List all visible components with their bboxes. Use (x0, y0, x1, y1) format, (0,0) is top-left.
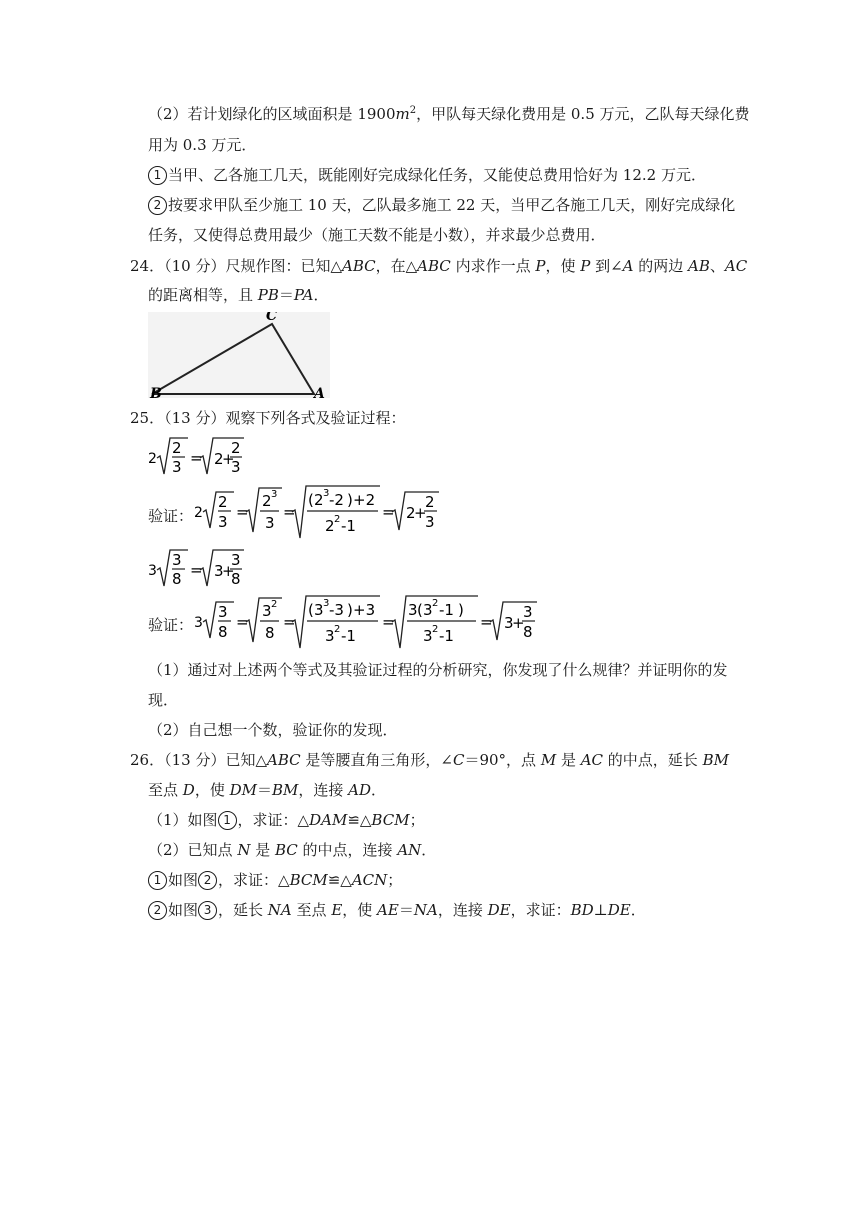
q26-var: BCM (289, 871, 328, 889)
q26-var: BD (570, 901, 594, 919)
term: -1 (439, 627, 454, 645)
q26-text: ，求证：△ (237, 811, 310, 829)
q26-text: 的中点，连接 (297, 841, 398, 859)
q26-text: ≌△ (327, 871, 352, 889)
q26-var: C (452, 751, 465, 769)
q26-sub1 (148, 870, 402, 890)
equals: = (190, 449, 203, 467)
q26-text: ≌△ (347, 811, 372, 829)
q26-text: ，使 (342, 901, 378, 919)
term: -1 (341, 517, 356, 535)
q26-text: ＝ (398, 901, 414, 919)
q26-text: 是 (250, 841, 275, 859)
den: 3 (265, 514, 275, 532)
equals: = (382, 613, 395, 631)
q24-var: PB (257, 286, 279, 304)
rparen: ) (458, 601, 464, 619)
q26-var: BM (702, 751, 729, 769)
q23-part2-prefix: （2）若计划绿化的区域面积是 1900 (148, 105, 396, 123)
q23-part2-line1 (148, 104, 750, 124)
q25-part2: （2）自己想一个数，验证你的发现． (148, 721, 398, 739)
q26-var: BM (272, 781, 299, 799)
num: 3 (172, 551, 182, 569)
base: 2 (262, 492, 272, 510)
coef: 2 (194, 505, 203, 521)
triangle-svg (148, 312, 330, 398)
term: 3 (504, 614, 514, 632)
rparen: ) (347, 491, 353, 509)
q23-unit-exponent: 2 (409, 105, 417, 116)
lparen: ( (308, 491, 314, 509)
q24-var: ABC (417, 257, 451, 275)
q26-text: 至点 (148, 781, 183, 799)
q26-text: ，连接 (437, 901, 488, 919)
den: 3 (425, 513, 435, 531)
q26-text: ； (409, 811, 425, 829)
q26-text: 的中点，延长 (603, 751, 703, 769)
q26-text: 是等腰直角三角形，∠ (300, 751, 453, 769)
base: 3 (325, 627, 335, 645)
coef: 3 (148, 563, 157, 579)
q26-var: NA (413, 901, 438, 919)
q23-sub2-line2: 任务，又使得总费用最少（施工天数不能是小数），并求最少总费用． (148, 226, 606, 244)
q24-text: 到∠ (590, 257, 623, 275)
q26-text: （1）如图 (148, 811, 218, 829)
q24-var: AC (724, 257, 748, 275)
q25-intro (130, 408, 405, 428)
term: +2 (353, 491, 376, 509)
plus: + (414, 504, 427, 522)
equals: = (283, 613, 296, 631)
circled-figure-3: 3 (198, 901, 217, 920)
q26-text: ． (371, 781, 387, 799)
den: 8 (523, 623, 533, 641)
q26-text: ，使 (194, 781, 230, 799)
equation-2 (148, 548, 258, 596)
verification-2 (194, 594, 544, 654)
q25-intro-text: （13 分）观察下列各式及验证过程： (164, 409, 406, 427)
q26-text: ＝90°，点 (464, 751, 541, 769)
q24-text: ． (313, 286, 329, 304)
rparen: ) (347, 601, 353, 619)
q26-line1 (130, 750, 729, 770)
q26-var: ACN (351, 871, 388, 889)
equals: = (236, 613, 249, 631)
q26-var: BCM (371, 811, 410, 829)
label-b: B (150, 386, 162, 398)
term: 2 (406, 504, 416, 522)
q24-var: P (580, 257, 591, 275)
q24-text: ，在△ (375, 257, 418, 275)
q26-var: DE (607, 901, 631, 919)
exp: 3 (271, 489, 278, 500)
num: 2 (218, 493, 228, 511)
q26-text: 是 (556, 751, 581, 769)
q26-text: 如图 (168, 901, 199, 919)
q24-number: 24． (130, 257, 165, 275)
num: 3 (523, 603, 533, 621)
exp: 2 (271, 599, 278, 610)
q26-var: AN (397, 841, 422, 859)
triangle-abc (152, 324, 314, 394)
q23-part2-line2: 用为 0.3 万元． (148, 136, 257, 154)
lparen: ( (417, 601, 423, 619)
num: 2 (231, 439, 241, 457)
q26-text: ，延长 (218, 901, 268, 919)
q26-var: AE (377, 901, 399, 919)
exp: 2 (334, 624, 341, 635)
q26-line2 (148, 780, 386, 800)
q26-var: ABC (267, 751, 301, 769)
lparen: ( (308, 601, 314, 619)
q26-sub2 (148, 900, 646, 920)
plus: + (222, 450, 235, 468)
den: 3 (231, 458, 241, 476)
triangle-figure (148, 312, 330, 398)
circled-number-2: 2 (148, 901, 167, 920)
q26-var: D (182, 781, 195, 799)
q24-var: P (535, 257, 546, 275)
q24-var: ABC (342, 257, 376, 275)
q26-var: AC (580, 751, 604, 769)
q25-part1-line2: 现． (148, 691, 179, 709)
den: 8 (231, 570, 241, 588)
q24-text: 的两边 (633, 257, 689, 275)
q26-text: ，求证：△ (218, 871, 290, 889)
coef: 2 (148, 451, 157, 467)
term: 2 (214, 450, 224, 468)
exp: 2 (334, 514, 341, 525)
q26-var: DM (229, 781, 257, 799)
label-c: C (266, 312, 278, 324)
q23-sub1 (148, 165, 706, 185)
q26-var: E (331, 901, 343, 919)
q26-text: ． (421, 841, 437, 859)
q24-var: AB (688, 257, 710, 275)
q24-text: （10 分）尺规作图：已知△ (164, 257, 342, 275)
q26-number: 26． (130, 751, 165, 769)
num: 2 (425, 493, 435, 511)
plus: + (512, 614, 525, 632)
q26-text: ，求证： (510, 901, 571, 919)
q26-text: 至点 (291, 901, 332, 919)
q26-text: ． (630, 901, 646, 919)
base: 2 (314, 491, 324, 509)
q25-part1-line1: （1）通过对上述两个等式及其验证过程的分析研究，你发现了什么规律？并证明你的发 (148, 661, 728, 679)
circled-number-2: 2 (148, 196, 167, 215)
q26-part1 (148, 810, 425, 830)
q26-var: BC (274, 841, 298, 859)
q24-text: 、 (709, 257, 725, 275)
base: 2 (325, 517, 335, 535)
coef: 3 (194, 615, 203, 631)
q23-unit: m (395, 105, 410, 123)
q26-var: DAM (309, 811, 348, 829)
equals: = (236, 503, 249, 521)
den: 3 (172, 458, 182, 476)
factor: 3 (408, 601, 418, 619)
base: 3 (423, 627, 433, 645)
q24-text: 的距离相等，且 (148, 286, 258, 304)
q26-part2 (148, 840, 436, 860)
exp: 3 (323, 488, 330, 499)
q24-text: 内求作一点 (450, 257, 536, 275)
den: 3 (218, 513, 228, 531)
num: 2 (172, 439, 182, 457)
q23-part2-suffix: ，甲队每天绿化费用是 0.5 万元，乙队每天绿化费 (416, 105, 750, 123)
equals: = (382, 503, 395, 521)
term: -3 (329, 601, 344, 619)
q23-sub1-text: 当甲、乙各施工几天，既能刚好完成绿化任务，又能使总费用恰好为 12.2 万元． (168, 166, 706, 184)
q24-text: ＝ (278, 286, 294, 304)
q26-text: ⊥ (593, 901, 608, 919)
q24-text: ，使 (545, 257, 581, 275)
verify-label-2: 验证： (148, 616, 194, 634)
circled-number-1: 1 (148, 166, 167, 185)
q26-text: （2）已知点 (148, 841, 238, 859)
term: -1 (439, 601, 454, 619)
circled-figure-1: 1 (218, 811, 237, 830)
q25-number: 25． (130, 409, 165, 427)
equals: = (480, 613, 493, 631)
q26-text: （13 分）已知△ (164, 751, 267, 769)
verify-label-1: 验证： (148, 507, 194, 525)
num: 3 (218, 603, 228, 621)
q26-var: NA (267, 901, 292, 919)
base: 3 (314, 601, 324, 619)
num: 3 (231, 551, 241, 569)
q26-var: M (540, 751, 557, 769)
q26-text: ＝ (256, 781, 272, 799)
den: 8 (218, 623, 228, 641)
q26-text: ，连接 (298, 781, 349, 799)
den: 8 (265, 624, 275, 642)
q23-sub2 (148, 195, 735, 215)
equals: = (190, 561, 203, 579)
q26-var: DE (487, 901, 511, 919)
q26-var: N (237, 841, 251, 859)
q26-text: 如图 (168, 871, 199, 889)
base: 3 (423, 601, 433, 619)
circled-figure-2: 2 (198, 871, 217, 890)
equals: = (283, 503, 296, 521)
term: +3 (353, 601, 376, 619)
term: -1 (341, 627, 356, 645)
label-a: A (314, 386, 325, 398)
q26-text: ； (387, 871, 403, 889)
q24-var: PA (293, 286, 314, 304)
term: -2 (329, 491, 344, 509)
equation-1 (148, 436, 258, 484)
circled-number-1: 1 (148, 871, 167, 890)
exp: 2 (432, 598, 439, 609)
exp: 3 (323, 598, 330, 609)
q24-line2 (148, 285, 329, 305)
base: 3 (262, 602, 272, 620)
q23-sub2-text: 按要求甲队至少施工 10 天，乙队最多施工 22 天，当甲乙各施工几天，刚好完成绿化 (168, 196, 736, 214)
term: 3 (214, 562, 224, 580)
verification-1 (194, 484, 454, 544)
q24-var: A (622, 257, 634, 275)
den: 8 (172, 570, 182, 588)
q24-line1 (130, 256, 747, 276)
exp: 2 (432, 624, 439, 635)
q26-var: AD (348, 781, 372, 799)
plus: + (222, 562, 235, 580)
